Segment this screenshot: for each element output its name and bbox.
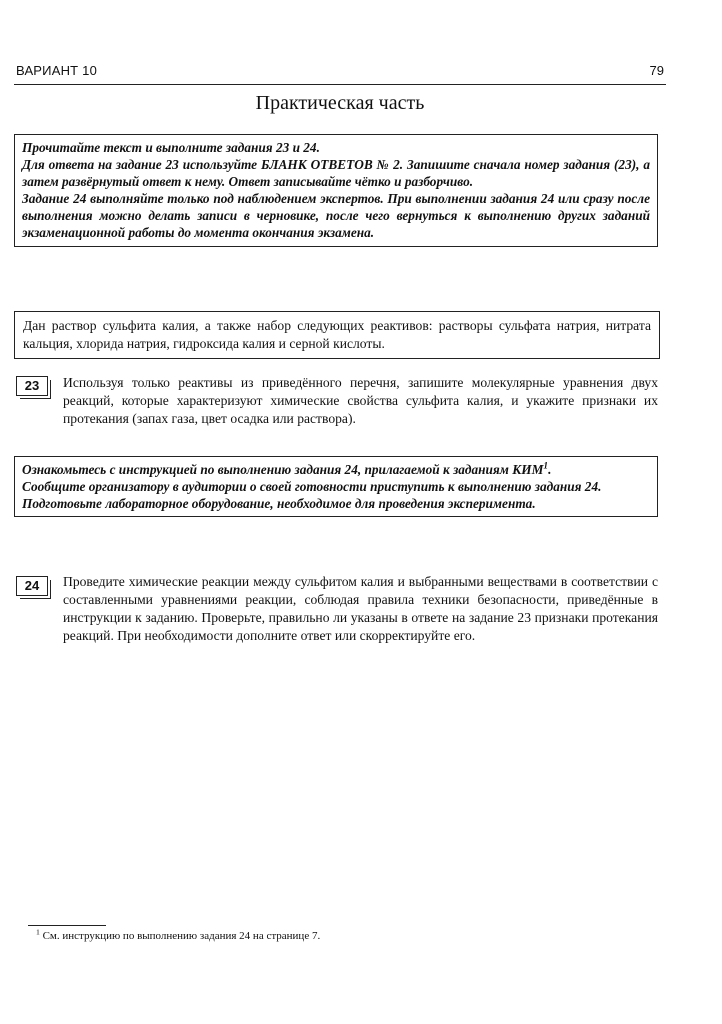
footnote-divider	[28, 925, 106, 926]
instruction-line: Сообщите организатору в аудитории о своей готовности приступить к выполнению задания 24.	[22, 479, 602, 495]
instruction-line-text: Ознакомьтесь с инструкцией по выполнению задания 24, прилагаемой к заданиям КИМ	[22, 462, 544, 477]
instruction-line: Прочитайте текст и выполните задания 23 и 24.	[22, 140, 320, 155]
instruction-line	[22, 461, 650, 478]
instruction-line: Подготовьте лабораторное оборудование, необходимое для проведения эксперимента.	[22, 496, 536, 512]
variant-label: ВАРИАНТ 10	[16, 63, 97, 78]
condition-text: Дан раствор сульфита калия, а также набор следующих реактивов: растворы сульфата натрия, нитрата кальция, хлорида натрия, гидроксида калия и серной кислоты.	[23, 318, 651, 351]
instruction-line: Задание 24 выполняйте только под наблюдением экспертов. При выполнении задания 24 или сразу после выполнения можно делать записи в черновике, после чего вернуться к выполнению других заданий экзаменационной работы до момента окончания экзамена.	[22, 191, 650, 241]
instructions-box-2	[14, 456, 658, 517]
task-number-24: 24	[16, 576, 48, 596]
header-divider	[14, 84, 666, 85]
task-23-text: Используя только реактивы из приведённого перечня, запишите молекулярные уравнения двух реакций, которые характеризуют химические свойства сульфита калия, и укажите признаки их протекания (запах газа, цвет осадка или раствора).	[63, 375, 658, 426]
footnote	[36, 927, 321, 943]
page-number: 79	[649, 63, 664, 78]
task-24-text: Проведите химические реакции между сульфитом калия и выбранными веществами в соответствии с составленными уравнениями реакции, соблюдая правила техники безопасности, приведённые в инструкции к заданию. Проверьте, правильно ли указаны в ответе на задание 23 признаки протекания реакций. При необходимости дополните ответ или скорректируйте его.	[63, 574, 658, 643]
instructions-box	[14, 134, 658, 247]
footnote-mark: 1	[36, 927, 40, 937]
task-number-23: 23	[16, 376, 48, 396]
instruction-line: Для ответа на задание 23 используйте БЛАНК ОТВЕТОВ № 2. Запишите сначала номер задания (23), а затем развёрнутый ответ к нему. Ответ записывайте чётко и разборчиво.	[22, 157, 650, 190]
footnote-text: См. инструкцию по выполнению задания 24 на странице 7.	[39, 930, 321, 942]
footnote-marker: 1	[543, 461, 549, 472]
condition-box	[14, 311, 660, 359]
section-title: Практическая часть	[255, 92, 425, 114]
instruction-line-end: .	[548, 462, 552, 477]
